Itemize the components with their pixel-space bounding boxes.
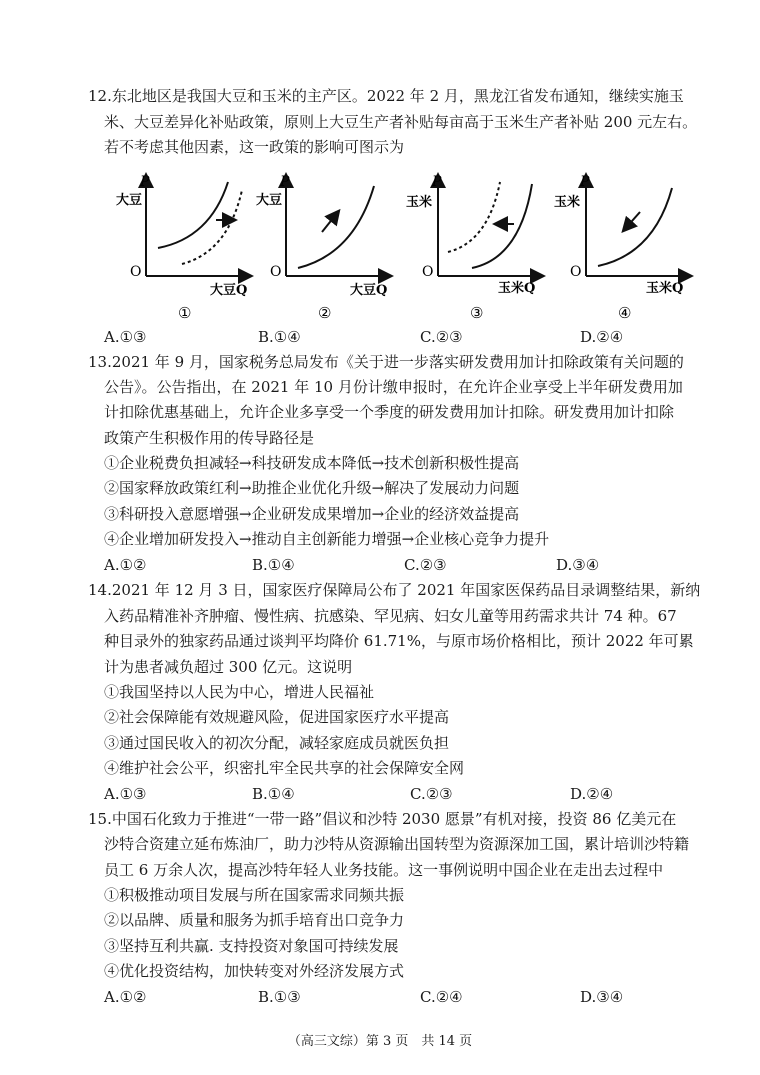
graph-4-y-label: 玉米 bbox=[554, 195, 581, 210]
q12-line-2: 米、大豆差异化补贴政策，原则上大豆生产者补贴每亩高于玉米生产者补贴 200 元左右。 bbox=[104, 113, 698, 131]
graph-4 bbox=[554, 174, 690, 322]
graph-4-p-label: P bbox=[580, 174, 590, 190]
q15-line-2: 沙特合资建立延布炼油厂，助力沙特从资源输出国转型为资源深加工国，累计培训沙特籍 bbox=[104, 835, 690, 853]
graph-2-origin: O bbox=[270, 264, 282, 280]
graph-3-origin: O bbox=[422, 264, 434, 280]
q14-option-b[interactable]: B.①④ bbox=[252, 785, 295, 803]
q14-option-a[interactable]: A.①③ bbox=[104, 785, 147, 803]
q12-options bbox=[0, 327, 760, 347]
q15-option-c[interactable]: C.②④ bbox=[420, 988, 463, 1006]
graph-4-origin: O bbox=[570, 264, 582, 280]
q12-option-b[interactable]: B.①④ bbox=[258, 328, 301, 346]
q15-option-a[interactable]: A.①② bbox=[104, 988, 147, 1006]
q14-line-4: 计为患者减负超过 300 亿元。这说明 bbox=[104, 658, 353, 676]
q15-item-2: ②以品牌、质量和服务为抓手培育出口竞争力 bbox=[104, 911, 405, 929]
graph-4-number: ④ bbox=[618, 304, 632, 322]
graph-3-number: ③ bbox=[470, 304, 484, 322]
graph-3-p-label: P bbox=[432, 174, 442, 190]
q14-option-c[interactable]: C.②③ bbox=[410, 785, 453, 803]
graph-3-curve-dashed bbox=[448, 182, 500, 252]
q12-option-a[interactable]: A.①③ bbox=[104, 328, 147, 346]
graph-3 bbox=[406, 174, 542, 322]
q13-option-b[interactable]: B.①④ bbox=[252, 556, 295, 574]
q13-options bbox=[0, 555, 760, 575]
q15-line-3: 员工 6 万余人次，提高沙特年轻人业务技能。这一事例说明中国企业在走出去过程中 bbox=[104, 861, 664, 879]
q15-item-1: ①积极推动项目发展与所在国家需求同频共振 bbox=[104, 886, 405, 904]
q14-item-3: ③通过国民收入的初次分配，减轻家庭成员就医负担 bbox=[104, 734, 450, 752]
q12-option-c[interactable]: C.②③ bbox=[420, 328, 463, 346]
graph-2-number: ② bbox=[318, 304, 332, 322]
q13-option-d[interactable]: D.③④ bbox=[556, 556, 600, 574]
graph-4-x-label: 玉米Q bbox=[646, 281, 684, 296]
q12-option-d[interactable]: D.②④ bbox=[580, 328, 624, 346]
q14-options bbox=[0, 784, 760, 804]
q15-item-3: ③坚持互利共赢. 支持投资对象国可持续发展 bbox=[104, 937, 399, 955]
q13-line-4: 政策产生积极作用的传导路径是 bbox=[104, 429, 315, 447]
graph-3-curve-solid bbox=[472, 184, 532, 268]
graph-4-move-arrow bbox=[624, 212, 640, 230]
q15-option-b[interactable]: B.①③ bbox=[258, 988, 301, 1006]
q14-option-d[interactable]: D.②④ bbox=[570, 785, 614, 803]
graph-2 bbox=[256, 174, 390, 322]
graph-3-x-label: 玉米Q bbox=[498, 281, 536, 296]
q14-item-1: ①我国坚持以人民为中心，增进人民福祉 bbox=[104, 683, 375, 701]
graph-1 bbox=[116, 174, 250, 322]
q14-line-3: 种目录外的独家药品通过谈判平均降价 61.71%，与原市场价格相比，预计 2022 年可累 bbox=[104, 632, 694, 650]
graph-2-y-label: 大豆 bbox=[256, 193, 283, 208]
graph-1-curve-dashed bbox=[182, 190, 242, 264]
graph-1-y-label: 大豆 bbox=[116, 193, 143, 208]
graph-2-curve bbox=[298, 186, 374, 268]
q13-option-c[interactable]: C.②③ bbox=[404, 556, 447, 574]
graph-2-move-arrow bbox=[322, 212, 338, 232]
q14-line-2: 入药品精准补齐肿瘤、慢性病、抗感染、罕见病、妇女儿童等用药需求共计 74 种。67 bbox=[104, 607, 677, 625]
graph-1-origin: O bbox=[130, 264, 142, 280]
graph-1-x-label: 大豆Q bbox=[210, 283, 248, 298]
q15-options bbox=[0, 987, 760, 1007]
page-footer: （高三文综）第 3 页 共 14 页 bbox=[287, 1034, 473, 1049]
q12-line-3: 若不考虑其他因素，这一政策的影响可图示为 bbox=[104, 138, 405, 156]
q13-option-a[interactable]: A.①② bbox=[104, 556, 147, 574]
q13-line-2: 公告》。公告指出，在 2021 年 10 月份计缴申报时，在允许企业享受上半年研发费用加 bbox=[104, 378, 683, 396]
q13-item-2: ②国家释放政策红利→助推企业优化升级→解决了发展动力问题 bbox=[104, 479, 520, 497]
graph-1-number: ① bbox=[178, 304, 192, 322]
graph-2-p-label: P bbox=[280, 174, 290, 190]
graph-1-curve-solid bbox=[158, 182, 228, 248]
q13-line-1: 13.2021 年 9 月，国家税务总局发布《关于进一步落实研发费用加计扣除政策有关问题的 bbox=[88, 353, 684, 371]
q14-item-4: ④维护社会公平，织密扎牢全民共享的社会保障安全网 bbox=[104, 759, 465, 777]
q15-option-d[interactable]: D.③④ bbox=[580, 988, 624, 1006]
q13-line-3: 计扣除优惠基础上，允许企业多享受一个季度的研发费用加计扣除。研发费用加计扣除 bbox=[104, 403, 675, 421]
q14-line-1: 14.2021 年 12 月 3 日，国家医疗保障局公布了 2021 年国家医保药品目录调整结果，新纳 bbox=[88, 581, 701, 599]
q12-line-1: 12.东北地区是我国大豆和玉米的主产区。2022 年 2 月，黑龙江省发布通知，继续实施玉 bbox=[88, 87, 684, 105]
graph-1-p-label: P bbox=[140, 174, 150, 190]
q13-item-3: ③科研投入意愿增强→企业研发成果增加→企业的经济效益提高 bbox=[104, 505, 520, 523]
q15-line-1: 15.中国石化致力于推进“一带一路”倡议和沙特 2030 愿景”有机对接，投资 86 亿美元在 bbox=[88, 810, 677, 828]
q13-item-1: ①企业税费负担减轻→科技研发成本降低→技术创新积极性提高 bbox=[104, 454, 520, 472]
graph-2-x-label: 大豆Q bbox=[350, 283, 388, 298]
graph-4-curve bbox=[598, 188, 672, 266]
q14-item-2: ②社会保障能有效规避风险，促进国家医疗水平提高 bbox=[104, 708, 450, 726]
graph-3-y-label: 玉米 bbox=[406, 195, 433, 210]
q12-graphs bbox=[110, 168, 700, 328]
q15-item-4: ④优化投资结构，加快转变对外经济发展方式 bbox=[104, 962, 405, 980]
q13-item-4: ④企业增加研发投入→推动自主创新能力增强→企业核心竞争力提升 bbox=[104, 530, 550, 548]
